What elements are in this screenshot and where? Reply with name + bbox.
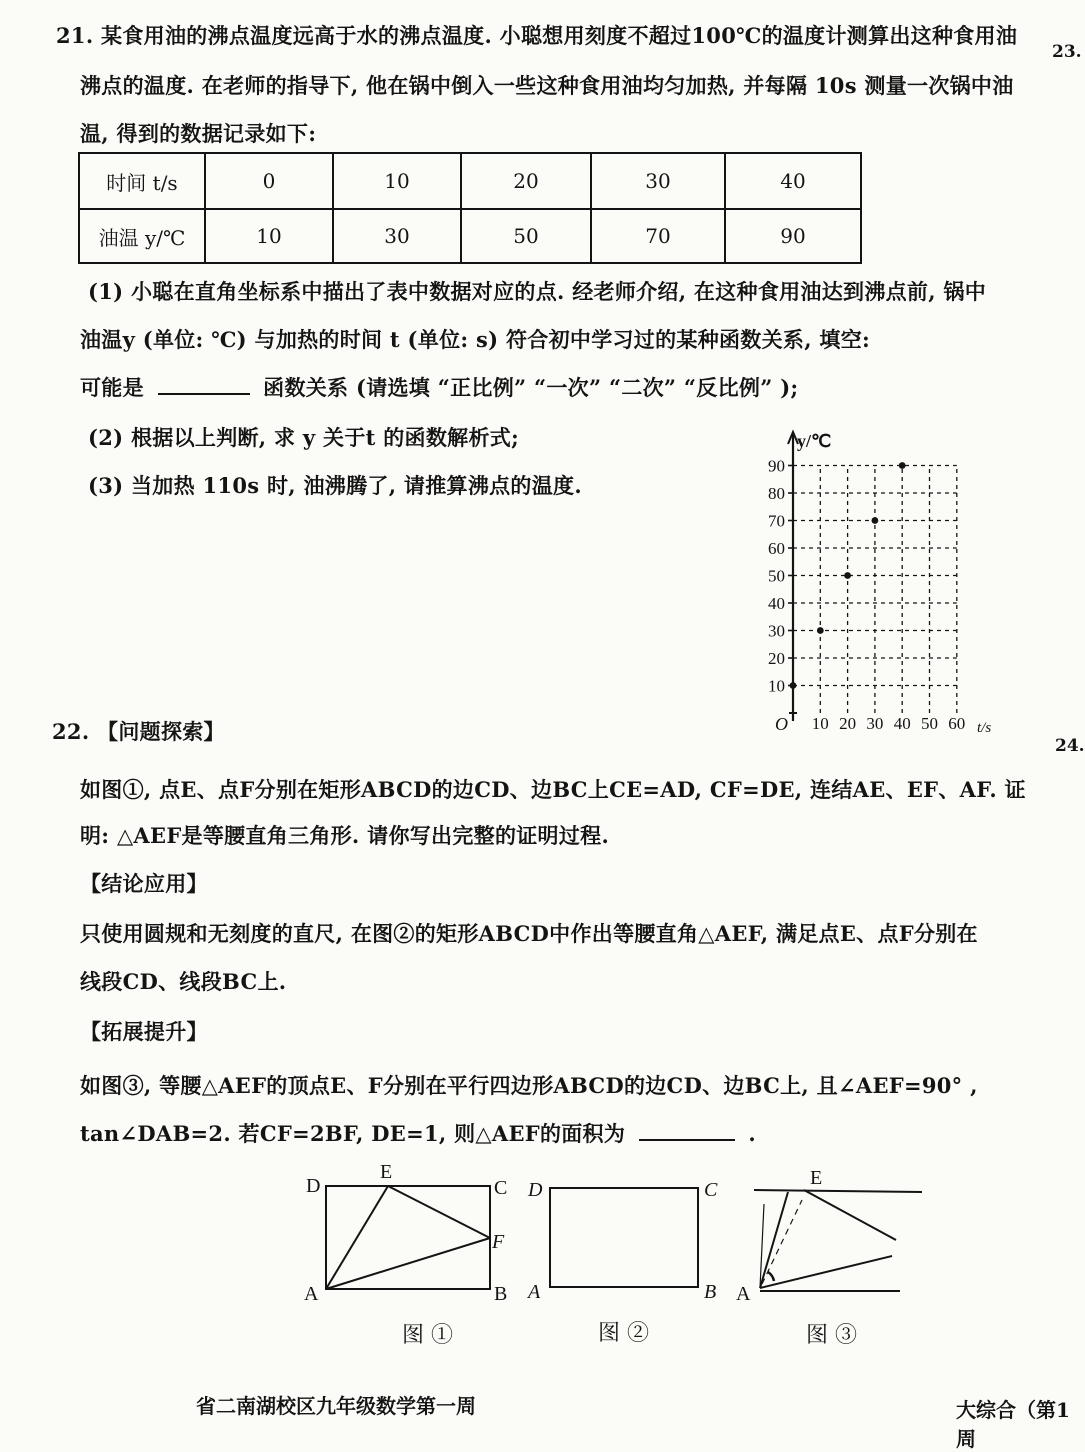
chart-y-tick-label: 80 [768,484,785,503]
chart-x-axis-label: t/s [977,720,992,736]
fig1-label-d: D [306,1175,321,1197]
fig1-label-a: A [304,1283,319,1305]
chart-data-point [817,627,824,634]
chart-y-tick-label: 70 [768,511,785,531]
q22-extend-line-2 [80,1118,756,1148]
table-cell: 20 [461,153,591,209]
fig3-angle-arc [768,1272,774,1281]
chart-x-tick-label: 60 [948,714,966,733]
fig1-label-b: B [494,1283,508,1305]
fig1-rectangle-abcd [326,1186,490,1289]
table-cell: 10 [333,153,461,209]
chart-data-point [872,517,879,524]
chart-data-point [899,462,906,469]
q22-explore-line-2: 明: △AEF是等腰直角三角形. 请你写出完整的证明过程. [80,823,610,848]
q21-data-table [78,152,862,264]
chart-y-tick-label: 10 [768,676,785,696]
chart-data-point [790,682,797,689]
table-header-time: 时间 t/s [79,153,205,209]
table-cell: 70 [591,209,725,263]
chart-tick-labels [768,457,965,734]
fig2-rectangle-abcd [550,1188,698,1287]
q21-part1-line-3 [80,372,798,402]
fig3-top-edge [754,1190,922,1192]
chart-x-tick-label: 20 [839,714,857,733]
q22-area-answer-blank[interactable] [639,1139,735,1141]
chart-data-point [844,572,851,579]
q21-line-1: 21. 某食用油的沸点温度远高于水的沸点温度. 小聪想用刻度不超过100℃的温度计测算出这种食用油 [56,23,1018,48]
figure-3-caption: 图 ③ [806,1323,857,1348]
q21-part1-suffix: 函数关系 (请选填 “正比例” “一次” “二次” “反比例” ); [263,375,799,400]
footer-left: 省二南湖校区九年级数学第一周 [196,1394,476,1418]
q22-extend-heading: 【拓展提升】 [80,1019,208,1044]
table-cell: 30 [591,153,725,209]
q22-extend-period: . [748,1121,757,1146]
chart-y-tick-label: 30 [768,621,785,641]
q21-line-3: 温, 得到的数据记录如下: [80,121,317,146]
fig3-segment-e-right [804,1190,896,1240]
chart-x-tick-label: 40 [893,714,911,733]
q21-answer-blank[interactable] [158,393,250,395]
fig1-segment-af [326,1238,490,1289]
table-cell: 50 [461,209,591,263]
fig2-label-b: B [704,1281,717,1303]
fig1-segment-ef [388,1186,490,1238]
table-row-time [79,153,861,209]
fig3-label-e: E [810,1167,823,1189]
q22-apply-line-2: 线段CD、线段BC上. [80,969,287,994]
chart-y-tick-label: 20 [768,649,785,668]
fig2-label-c: C [704,1179,718,1201]
chart-y-tick-label: 50 [768,566,785,586]
table-cell: 10 [205,209,333,263]
chart-y-tick-label: 90 [768,456,785,476]
q22-apply-heading: 【结论应用】 [80,871,208,896]
table-cell: 0 [205,153,333,209]
table-cell: 90 [725,209,861,263]
chart-grid [793,466,957,714]
chart-y-tick-label: 40 [768,594,785,613]
table-row-temperature [79,209,861,263]
fig3-label-a: A [736,1283,751,1305]
figure-1 [300,1160,520,1305]
fig3-segment-a-right [760,1256,892,1288]
margin-question-23: 23. [1052,42,1082,62]
q22-heading: 22. 【问题探索】 [52,719,225,744]
fig1-label-f: F [492,1231,505,1253]
chart-x-tick-label: 50 [921,714,938,733]
figure-2-caption: 图 ② [598,1321,649,1346]
chart-axes [788,432,798,721]
footer-right: 大综合（第1周 [956,1398,1070,1451]
table-header-temperature: 油温 y/℃ [79,209,205,263]
chart-origin-label: O [775,714,788,734]
q21-part1-prefix: 可能是 [80,375,144,400]
table-cell: 40 [725,153,861,209]
fig2-label-d: D [528,1179,543,1201]
figure-2 [522,1160,732,1305]
margin-question-24: 24. [1055,736,1085,756]
q21-part3: (3) 当加热 110s 时, 油沸腾了, 请推算沸点的温度. [88,473,582,498]
q21-part2: (2) 根据以上判断, 求 y 关于t 的函数解析式; [88,425,520,450]
q22-extend-line-1: 如图③, 等腰△AEF的顶点E、F分别在平行四边形ABCD的边CD、边BC上, 且∠AEF=90° , [80,1073,978,1098]
chart-y-axis-label: y/℃ [797,431,832,451]
q21-part1-line-1: (1) 小聪在直角坐标系中描出了表中数据对应的点. 经老师介绍, 在这种食用油达到沸点前, 锅中 [88,279,987,304]
fig1-label-c: C [494,1177,508,1199]
q22-extend-text: tan∠DAB=2. 若CF=2BF, DE=1, 则△AEF的面积为 [80,1121,626,1146]
chart-y-tick-label: 60 [768,539,785,558]
figure-3 [732,1160,932,1305]
table-cell: 30 [333,209,461,263]
q21-coordinate-chart [755,428,1005,748]
fig2-label-a: A [528,1281,541,1303]
q22-explore-line-1: 如图①, 点E、点F分别在矩形ABCD的边CD、边BC上CE=AD, CF=DE, 连结AE、EF、AF. 证 [80,777,1026,802]
q21-line-2: 沸点的温度. 在老师的指导下, 他在锅中倒入一些这种食用油均匀加热, 并每隔 10s 测量一次锅中油 [80,73,1014,98]
fig1-label-e: E [380,1161,393,1183]
q22-apply-line-1: 只使用圆规和无刻度的直尺, 在图②的矩形ABCD中作出等腰直角△AEF, 满足点E、点F分别在 [80,921,978,946]
chart-x-tick-label: 10 [811,714,829,733]
q21-part1-line-2: 油温y (单位: ℃) 与加热的时间 t (单位: s) 符合初中学习过的某种函数关系, 填空: [80,327,871,352]
figure-1-caption: 图 ① [402,1323,453,1348]
chart-x-tick-label: 30 [866,714,884,733]
